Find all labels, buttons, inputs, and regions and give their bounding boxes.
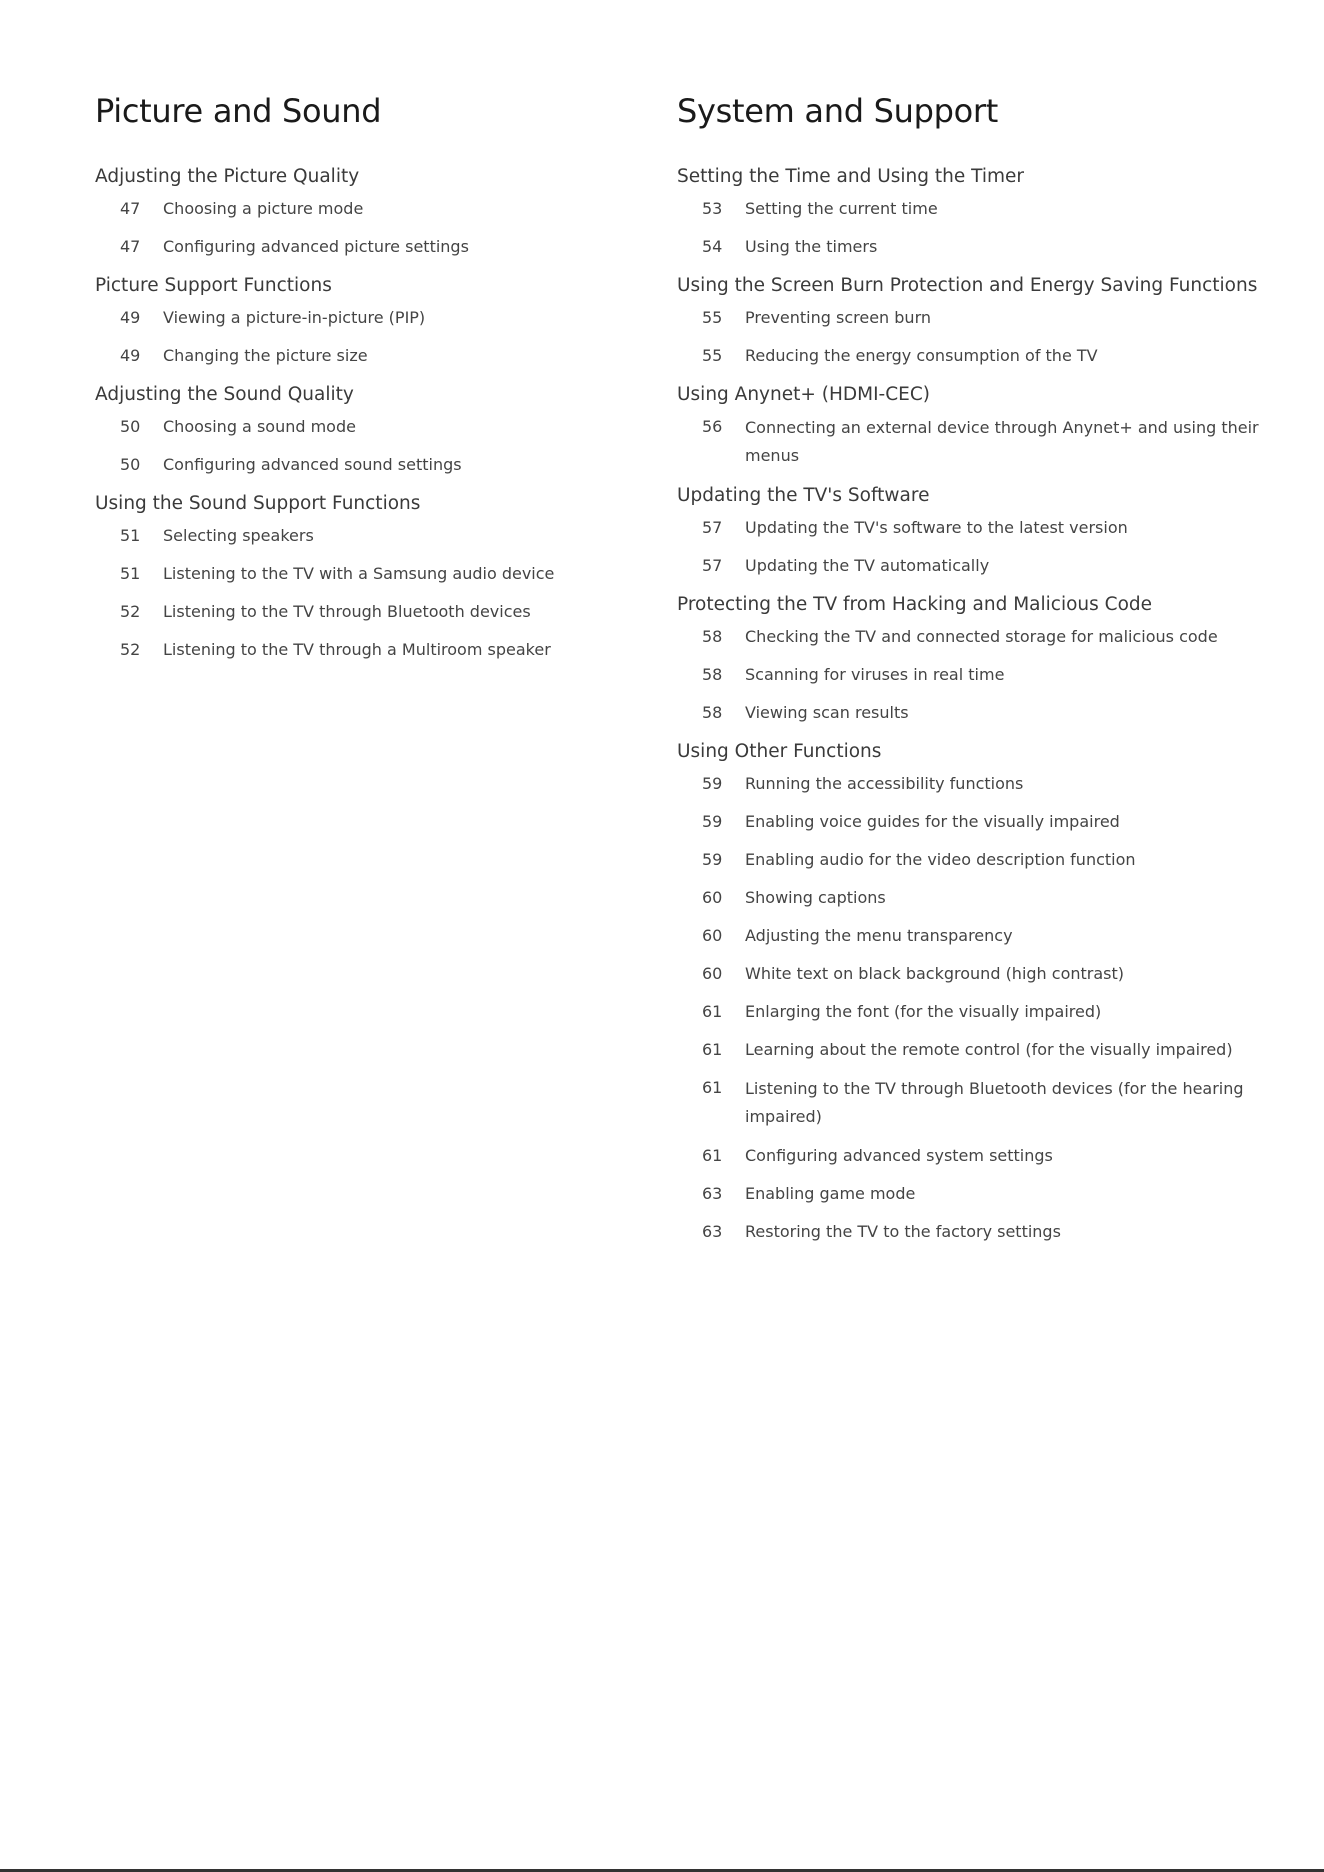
toc-section <box>95 164 655 260</box>
toc-section <box>677 739 1277 1245</box>
page-number: 61 <box>702 1040 723 1059</box>
page-number: 47 <box>120 237 141 256</box>
page-number: 63 <box>702 1184 723 1203</box>
page-number: 56 <box>702 417 723 436</box>
page-number: 59 <box>702 774 723 793</box>
section-title[interactable]: Setting the Time and Using the Timer <box>677 166 1024 187</box>
toc-entry[interactable] <box>677 196 1277 222</box>
page-number: 58 <box>702 665 723 684</box>
toc-entry[interactable] <box>677 1181 1277 1207</box>
entry-title: Listening to the TV through Bluetooth devices <box>163 602 531 621</box>
entry-title: Listening to the TV through Bluetooth devices (for the hearing impaired) <box>745 1079 1244 1126</box>
entry-title: Configuring advanced sound settings <box>163 455 462 474</box>
toc-entry[interactable] <box>95 305 655 331</box>
chapter-title: Picture and Sound <box>95 92 382 130</box>
page-number: 58 <box>702 703 723 722</box>
toc-entry[interactable] <box>677 414 1277 470</box>
toc-entry[interactable] <box>95 599 655 625</box>
page-number: 49 <box>120 346 141 365</box>
toc-entry[interactable] <box>677 343 1277 369</box>
toc-entry[interactable] <box>677 1075 1277 1131</box>
entry-title: Showing captions <box>745 888 886 907</box>
page-number: 54 <box>702 237 723 256</box>
toc-entry[interactable] <box>677 809 1277 835</box>
toc-entry[interactable] <box>677 923 1277 949</box>
toc-entry[interactable] <box>677 234 1277 260</box>
chapter-title: System and Support <box>677 92 998 130</box>
toc-section <box>677 483 1277 579</box>
toc-entry[interactable] <box>95 637 655 663</box>
page-number: 57 <box>702 556 723 575</box>
toc-entry[interactable] <box>677 1219 1277 1245</box>
toc-section <box>95 273 655 369</box>
toc-entry[interactable] <box>95 196 655 222</box>
toc-entry[interactable] <box>677 885 1277 911</box>
toc-entry[interactable] <box>95 234 655 260</box>
toc-entry[interactable] <box>677 662 1277 688</box>
entry-title: White text on black background (high contrast) <box>745 964 1125 983</box>
section-title[interactable]: Protecting the TV from Hacking and Malicious Code <box>677 594 1153 615</box>
toc-sections <box>95 164 655 663</box>
page-number: 59 <box>702 812 723 831</box>
page-number: 61 <box>702 1078 723 1097</box>
section-title[interactable]: Adjusting the Picture Quality <box>95 166 360 187</box>
entry-title: Using the timers <box>745 237 878 256</box>
toc-entry[interactable] <box>95 523 655 549</box>
page-number: 63 <box>702 1222 723 1241</box>
page-number: 51 <box>120 526 141 545</box>
section-title[interactable]: Picture Support Functions <box>95 275 332 296</box>
entry-title: Configuring advanced system settings <box>745 1146 1053 1165</box>
page-number: 51 <box>120 564 141 583</box>
toc-entry[interactable] <box>95 343 655 369</box>
entry-title: Preventing screen burn <box>745 308 931 327</box>
entry-title: Choosing a sound mode <box>163 417 356 436</box>
toc-entry[interactable] <box>677 624 1277 650</box>
toc-sections <box>677 164 1277 1245</box>
toc-entry[interactable] <box>677 1143 1277 1169</box>
page-number: 60 <box>702 888 723 907</box>
page-number: 57 <box>702 518 723 537</box>
toc-section <box>677 592 1277 726</box>
toc-entry[interactable] <box>677 515 1277 541</box>
entry-title: Reducing the energy consumption of the TV <box>745 346 1098 365</box>
toc-section <box>95 491 655 663</box>
toc-section <box>677 164 1277 260</box>
toc-entry[interactable] <box>677 700 1277 726</box>
toc-entry[interactable] <box>677 771 1277 797</box>
toc-section <box>95 382 655 478</box>
toc-entry[interactable] <box>95 452 655 478</box>
entry-title: Adjusting the menu transparency <box>745 926 1013 945</box>
page-number: 58 <box>702 627 723 646</box>
section-title[interactable]: Adjusting the Sound Quality <box>95 384 354 405</box>
toc-entry[interactable] <box>677 961 1277 987</box>
page-number: 61 <box>702 1002 723 1021</box>
entry-title: Checking the TV and connected storage for malicious code <box>745 627 1218 646</box>
page-number: 53 <box>702 199 723 218</box>
section-title[interactable]: Using Other Functions <box>677 741 882 762</box>
toc-entry[interactable] <box>677 305 1277 331</box>
entry-title: Listening to the TV with a Samsung audio device <box>163 564 555 583</box>
toc-entry[interactable] <box>95 414 655 440</box>
toc-column-right <box>677 88 1277 1258</box>
entry-title: Updating the TV automatically <box>745 556 990 575</box>
page-number: 55 <box>702 308 723 327</box>
entry-title: Viewing scan results <box>745 703 909 722</box>
entry-title: Enabling game mode <box>745 1184 916 1203</box>
toc-entry[interactable] <box>677 999 1277 1025</box>
page-number: 50 <box>120 455 141 474</box>
toc-entry[interactable] <box>677 847 1277 873</box>
entry-title: Changing the picture size <box>163 346 368 365</box>
section-title[interactable]: Using the Screen Burn Protection and Energy Saving Functions <box>677 275 1258 296</box>
page-number: 55 <box>702 346 723 365</box>
entry-title: Learning about the remote control (for the visually impaired) <box>745 1040 1233 1059</box>
toc-section <box>677 273 1277 369</box>
section-title[interactable]: Updating the TV's Software <box>677 485 930 506</box>
toc-entry[interactable] <box>677 553 1277 579</box>
entry-title: Configuring advanced picture settings <box>163 237 469 256</box>
entry-title: Listening to the TV through a Multiroom speaker <box>163 640 551 659</box>
page-number: 52 <box>120 640 141 659</box>
entry-title: Running the accessibility functions <box>745 774 1024 793</box>
page-number: 47 <box>120 199 141 218</box>
page-number: 60 <box>702 926 723 945</box>
entry-title: Scanning for viruses in real time <box>745 665 1005 684</box>
entry-title: Enlarging the font (for the visually impaired) <box>745 1002 1102 1021</box>
entry-title: Viewing a picture-in-picture (PIP) <box>163 308 426 327</box>
entry-title: Enabling voice guides for the visually impaired <box>745 812 1120 831</box>
entry-title: Restoring the TV to the factory settings <box>745 1222 1061 1241</box>
entry-title: Choosing a picture mode <box>163 199 364 218</box>
page-number: 60 <box>702 964 723 983</box>
page-number: 49 <box>120 308 141 327</box>
page-number: 61 <box>702 1146 723 1165</box>
entry-title: Setting the current time <box>745 199 938 218</box>
entry-title: Enabling audio for the video description function <box>745 850 1136 869</box>
entry-title: Updating the TV's software to the latest version <box>745 518 1128 537</box>
entry-title: Connecting an external device through Anynet+ and using their menus <box>745 418 1259 465</box>
page-number: 52 <box>120 602 141 621</box>
page-number: 59 <box>702 850 723 869</box>
page-number: 50 <box>120 417 141 436</box>
toc-column-left <box>95 88 655 676</box>
toc-entry[interactable] <box>677 1037 1277 1063</box>
section-title[interactable]: Using Anynet+ (HDMI-CEC) <box>677 384 930 405</box>
entry-title: Selecting speakers <box>163 526 314 545</box>
toc-entry[interactable] <box>95 561 655 587</box>
section-title[interactable]: Using the Sound Support Functions <box>95 493 421 514</box>
toc-section <box>677 382 1277 470</box>
